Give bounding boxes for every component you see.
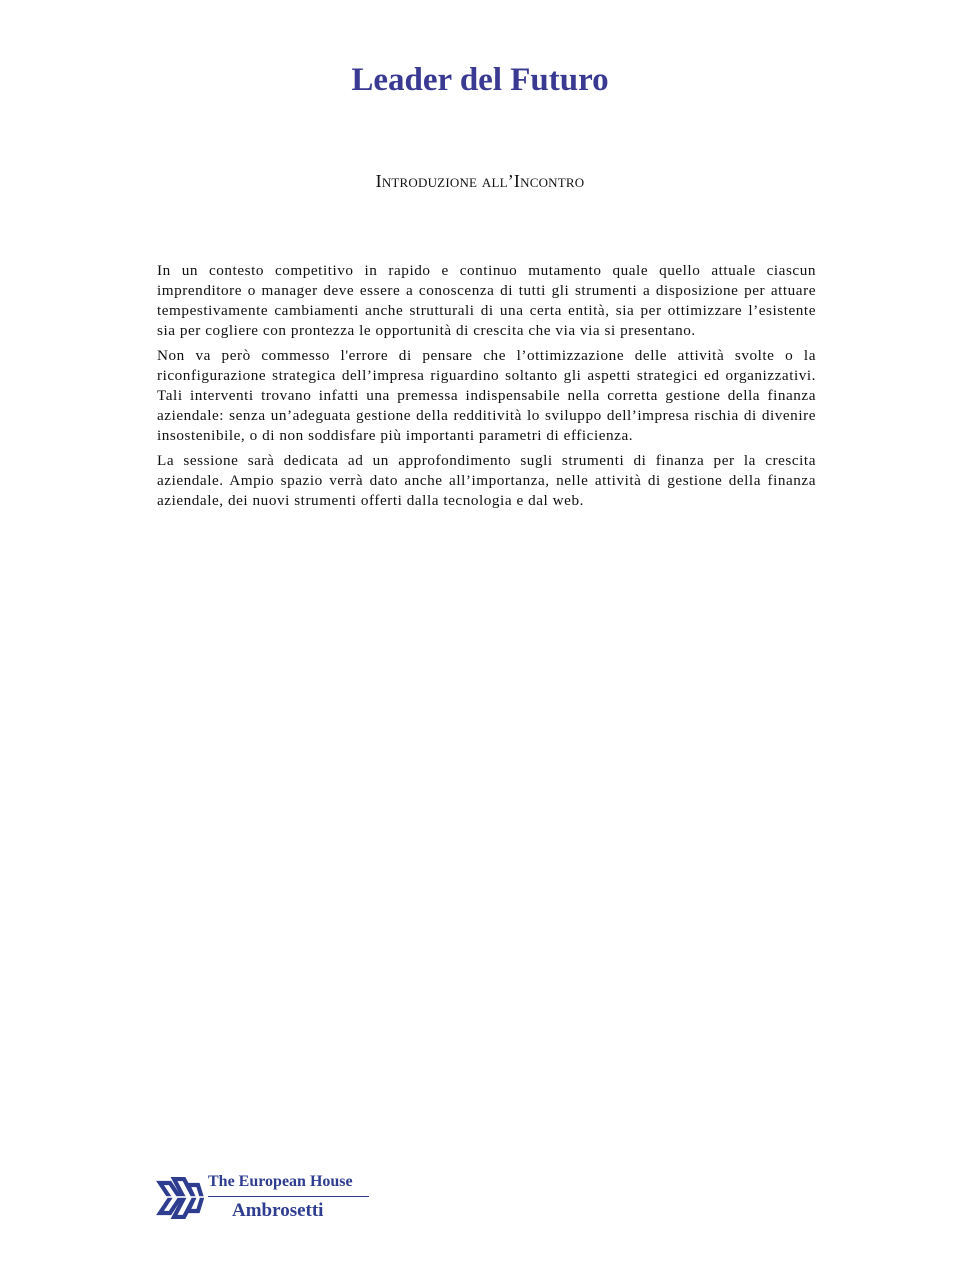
page-title: Leader del Futuro xyxy=(351,62,609,98)
logo-divider xyxy=(208,1196,369,1197)
logo-text-line1: The European House xyxy=(208,1173,353,1190)
company-logo xyxy=(156,1173,371,1223)
paragraph-1: In un contesto competitivo in rapido e continuo mutamento quale quello attuale ciascun imprenditore o manager deve essere a conoscenza di tutti gli strumenti a disposizione per attuare tempestivamente cambiamenti anche strutturali di una certa entità, sia per ottimizzare l’esistente sia per cogliere con prontezza le opportunità di crescita che via via si presentano. xyxy=(157,262,816,340)
paragraph-2: Non va però commesso l'errore di pensare che l’ottimizzazione delle attività svolte o la riconfigurazione strategica dell’impresa riguardino soltanto gli aspetti strategici ed organizzativi. Tali interventi trovano infatti una premessa indispensabile nella corretta gestione della finanza aziendale: senza un’adeguata gestione della redditività lo sviluppo dell’impresa rischia di divenire insostenibile, o di non soddisfare più importanti parametri di efficienza. xyxy=(157,346,816,445)
logo-text-line2: Ambrosetti xyxy=(232,1200,324,1221)
ambrosetti-logo-icon xyxy=(156,1177,204,1219)
section-subtitle: Introduzione all’Incontro xyxy=(375,171,585,191)
paragraph-3: La sessione sarà dedicata ad un approfondimento sugli strumenti di finanza per la crescita aziendale. Ampio spazio verrà dato anche all’importanza, nelle attività di gestione della finanza aziendale, dei nuovi strumenti offerti dalla tecnologia e dal web. xyxy=(157,451,816,510)
intro-body xyxy=(157,261,816,516)
